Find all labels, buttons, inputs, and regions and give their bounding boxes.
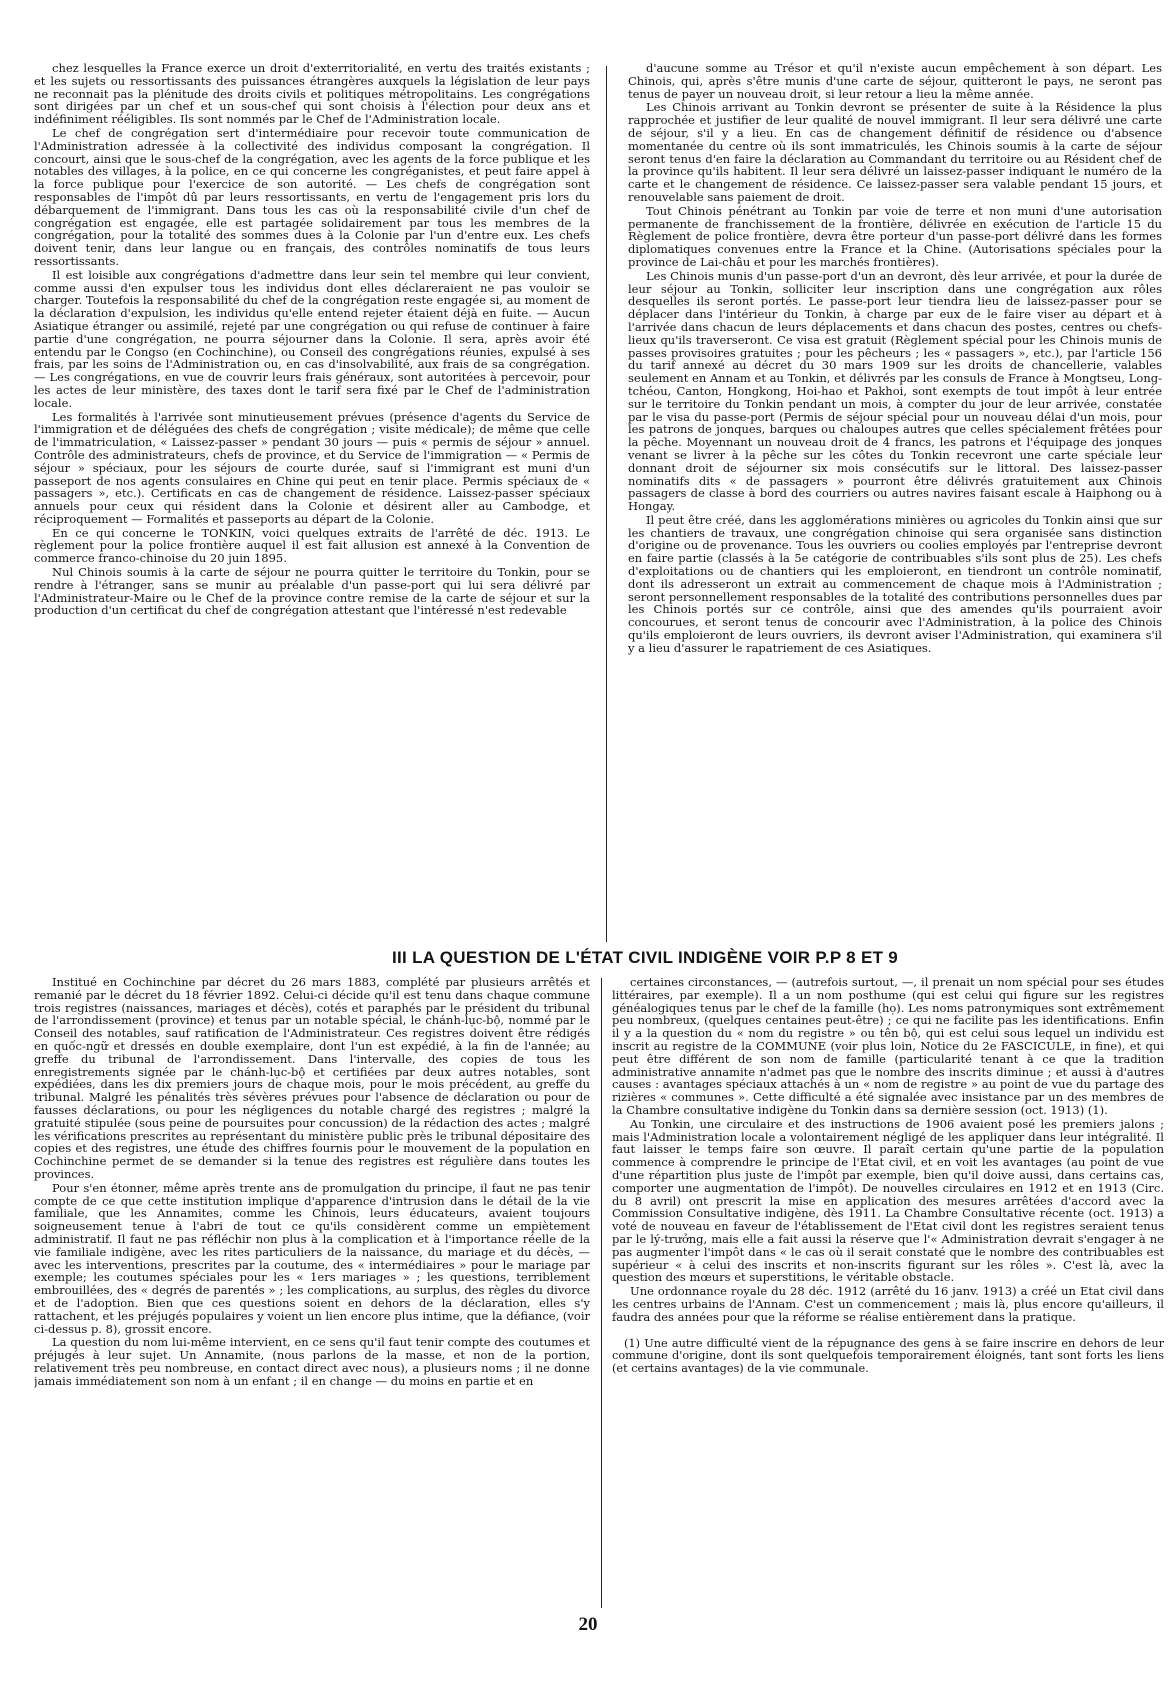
column-divider bbox=[606, 66, 607, 942]
paragraph: Au Tonkin, une circulaire et des instructions de 1906 avaient posé les premiers jalons ; mais l'Administration locale a volontairement négligé de les appliquer dans leur intégralité. Il faut laisser le temps faire son œuvre. Il paraît certain qu'une partie de la population commence à comprendre le principe de l'Etat civil, et en voit les avantages (au point de vue d'une répartition plus juste de l'impôt par exemple, bien qu'il doive aussi, dans certains cas, comporter une augmentation de l'impôt). De nouvelles circulaires en 1912 et en 1913 (Circ. du 8 avril) ont prescrit la mise en application des mesures arrêtées d'accord avec la Commission Consultative indigène, dès 1911. La Chambre Consultative récente (oct. 1913) a voté de nouveau en faveur de l'établissement de l'Etat civil dont les registres seraient tenus par le lý-trưởng, mais elle a fait aussi la réserve que l'« Administration devrait s'engager à ne pas augmenter l'impôt dans « le cas où il serait constaté que le nombre des contribuables est supérieur « à celui des inscrits et non-inscrits figurant sur les rôles ». C'est là, avec la question des mœurs et superstitions, le véritable obstacle. bbox=[612, 1116, 1164, 1285]
section-title: III LA QUESTION DE L'ÉTAT CIVIL INDIGÈNE VOIR P.P 8 ET 9 bbox=[392, 948, 899, 967]
paragraph: Les Chinois arrivant au Tonkin devront se présenter de suite à la Résidence la plus rapprochée et justifier de leur qualité de nouvel immigrant. Il leur sera délivré une carte de séjour, s'il y a lieu. En cas de changement définitif de résidence ou d'absence momentanée du centre où ils sont immatriculés, les Chinois soumis à la carte de séjour seront tenus d'en faire la déclaration au Commandant du territoire ou au Résident chef de la province qu'ils habitent. Il leur sera délivré un laissez-passer indiquant le numéro de la carte et le changement de résidence. Ce laissez-passer sera valable pendant 15 jours, et renouvelable sans paiement de droit. bbox=[628, 100, 1162, 204]
paragraph: Tout Chinois pénétrant au Tonkin par voie de terre et non muni d'une autorisation permanente de franchissement de la frontière, délivrée en exécution de l'article 15 du Règlement de police frontière, devra être porteur d'un passe-port délivré dans les formes diplomatiques convenues entre la France et la Chine. (Autorisations spéciales pour la province de Lai-châu et pour les marchés frontières). bbox=[628, 203, 1162, 269]
paragraph: Il est loisible aux congrégations d'admettre dans leur sein tel membre qui leur convient, comme aussi d'en expulser tous les individus dont elles déclareraient ne pas vouloir se charger. Toutefois la responsabilité du chef de la congrégation reste engagée si, au moment de la déclaration d'expulsion, les individus qu'elle entend rejeter étaient déjà en fuite. — Aucun Asiatique étranger ou assimilé, rejeté par une congrégation ou qui refuse de continuer à faire partie d'une congrégation, ne pourra séjourner dans la Colonie. Il sera, après avoir été entendu par le Congso (en Cochinchine), ou Conseil des congrégations réunies, expulsé à ses frais, par les soins de l'Administration ou, en cas d'insolvabilité, aux frais de sa congrégation. — Les congrégations, en vue de couvrir leurs frais généraux, sont autoritées à percevoir, pour les actes de leur ministère, des taxes dont le tarif sera fixé par le Chef de l'administration locale. bbox=[34, 267, 590, 410]
column-divider bbox=[601, 978, 602, 1608]
top-right-column bbox=[628, 62, 1162, 942]
footnote-text: (1) Une autre difficulté vient de la répugnance des gens à se faire inscrire en dehors de leur commune d'origine, dont ils sont quelquefois temporairement éloignés, tant sont forts les liens (et certains avantages) de la vie communale. bbox=[612, 1336, 1164, 1375]
paragraph: La question du nom lui-même intervient, en ce sens qu'il faut tenir compte des coutumes et préjugés à leur sujet. Un Annamite, (nous parlons de la masse, et non de la portion, relativement très peu nombreuse, en contact direct avec nous), a plusieurs noms ; il ne donne jamais immédiatement son nom à un enfant ; il en change — du moins en partie et en bbox=[34, 1335, 590, 1388]
paragraph: certaines circonstances, — (autrefois surtout, —, il prenait un nom spécial pour ses études littéraires, par exemple). Il a un nom posthume (qui est celui qui figure sur les registres généalogiques tenus par le chef de la famille (họ). Les noms patronymiques sont extrêmement peu nombreux, (quelques centaines peut-être) ; ce qui ne facilite pas les identifications. Enfin il y a la question du « nom du registre » ou tên bộ, qui est celui sous lequel un individu est inscrit au registre de la COMMUNE (voir plus loin, Notice du 2e FASCICULE, in fine), et qui peut être différent de son nom de famille (particularité tenant à ce que la tradition administrative annamite n'admet pas que le nombre des inscrits diminue ; et aussi à d'autres causes : avantages spéciaux attachés à un « nom de registre » au point de vue du partage des rizières « communes ». Cette difficulté a été signalée avec insistance par un des membres de la Chambre consultative indigène du Tonkin dans sa dernière session (oct. 1913) (1). bbox=[612, 976, 1164, 1117]
bottom-right-column bbox=[612, 976, 1164, 1616]
bottom-left-column bbox=[34, 976, 590, 1616]
page-number: 20 bbox=[578, 1614, 598, 1635]
paragraph: Une ordonnance royale du 28 déc. 1912 (arrêté du 16 janv. 1913) a créé un Etat civil dans les centres urbains de l'Annam. C'est un commencement ; mais là, plus encore qu'ailleurs, il faudra des années pour que la réforme se réalise entièrement dans la pratique. bbox=[612, 1284, 1164, 1324]
paragraph: Il peut être créé, dans les agglomérations minières ou agricoles du Tonkin ainsi que sur les chantiers de travaux, une congrégation chinoise qui sera organisée sans distinction d'origine ou de provenance. Tous les ouvriers ou coolies employés par l'entreprise devront en faire partie (classés à la 5e catégorie de contribuables s'ils sont plus de 25). Les chefs d'exploitations ou de chantiers qui les emploieront, en tiendront un contrôle nominatif, dont ils adresseront un extrait au commencement de chaque mois à l'Administration ; seront personnellement responsables de la totalité des contributions personnelles dues par les Chinois portés sur ce contrôle, ainsi que des amendes qu'ils pourraient avoir concourues, et seront tenus de concourir avec l'Administration, à la police des Chinois qu'ils emploieront de leurs ouvriers, ils devront aviser l'Administration, qui examinera s'il y a lieu d'assurer le rapatriement de ces Asiatiques. bbox=[628, 512, 1162, 655]
paragraph: d'aucune somme au Trésor et qu'il n'existe aucun empêchement à son départ. Les Chinois, qui, après s'être munis d'une carte de séjour, quitteront le pays, ne seront pas tenus de payer un nouveau droit, si leur retour a lieu la même année. bbox=[628, 62, 1162, 101]
paragraph: Le chef de congrégation sert d'intermédiaire pour recevoir toute communication de l'Administration adressée à la collectivité des individus composant la congrégation. Il concourt, ainsi que le sous-chef de la congrégation, avec les agents de la force publique et les notables des villages, à la police, en ce qui concerne les congréganistes, et peut faire appel à la force publique pour l'exercice de son autorité. — Les chefs de congrégation sont responsables de l'impôt dû par leurs ressortissants, en vertu de l'engagement pris lors du débarquement de l'immigrant. Dans tous les cas où la responsabilité civile d'un chef de congrégation est engagée, elle est partagée solidairement par tous les membres de la congrégation, pour la totalité des sommes dues à la Colonie par l'un d'entre eux. Les chefs doivent tenir, dans leur langue ou en français, des contrôles nominatifs de tous leurs ressortissants. bbox=[34, 125, 590, 268]
paragraph: Les formalités à l'arrivée sont minutieusement prévues (présence d'agents du Service de l'immigration et de déléguées des chefs de congrégation ; visite médicale); de même que celle de l'immatriculation, « Laissez-passer » pendant 30 jours — puis « permis de séjour » annuel. Contrôle des administrateurs, chefs de province, et du Service de l'immigration — « Permis de séjour » spéciaux, pour les séjours de courte durée, sauf si l'immigrant est muni d'un passeport de nos agents consulaires en Chine qui peut en tenir place. Permis spéciaux de « passagers », etc.). Certificats en cas de changement de résidence. Laissez-passer spéciaux annuels pour ceux qui résident dans la Colonie et désirent aller au Cambodge, et réciproquement — Formalités et passeports au départ de la Colonie. bbox=[34, 409, 590, 526]
paragraph: Les Chinois munis d'un passe-port d'un an devront, dès leur arrivée, et pour la durée de leur séjour au Tonkin, solliciter leur inscription dans une congrégation aux rôles desquelles ils seront portés. Le passe-port leur tiendra lieu de laissez-passer pour se déplacer dans l'intérieur du Tonkin, à charge par eux de le faire viser au départ et à l'arrivée dans chacun de leurs déplacements et dans chacun des postes, centres ou chefs-lieux qu'ils traverseront. Ce visa est gratuit (Règlement spécial pour les Chinois munis de passes provisoires gratuites ; pour les pêcheurs ; les « passagers », etc.), par l'article 156 du tarif annexé au décret du 30 mars 1909 sur les droits de chancellerie, valables seulement en Annam et au Tonkin, et délivrés par les consuls de France à Mongtseu, Long-tchéou, Canton, Hongkong, Hoi-hao et Pakhoi, sont exempts de tout impôt à leur entrée sur le territoire du Tonkin pendant un mois, à compter du jour de leur arrivée, constatée par le visa du passe-port (Permis de séjour spécial pour un nouveau délai d'un mois, pour les patrons de jonques, barques ou chaloupes autres que celles spécialement frêtées pour la pêche. Moyennant un nouveau droit de 4 francs, les patrons et l'équipage des jonques venant se livrer à la pêche sur les côtes du Tonkin recevront une carte spéciale leur donnant droit de séjourner six mois consécutifs sur le littoral. Des laissez-passer nominatifs dits « de passagers » pourront être délivrés gratuitement aux Chinois passagers de classe à bord des courriers ou autres navires faisant escale à Haiphong ou à Hongay. bbox=[628, 268, 1162, 514]
paragraph: chez lesquelles la France exerce un droit d'exterritorialité, en vertu des traités existants ; et les sujets ou ressortissants des puissances étrangères auxquels la législation de leur pays ne reconnait pas la plénitude des droits civils et politiques métropolitains. Les congrégations sont dirigées par un chef et un sous-chef qui sont choisis à l'élection pour deux ans et indéfiniment rééligibles. Ils sont nommés par le Chef de l'Administration locale. bbox=[34, 62, 590, 127]
paragraph: En ce qui concerne le TONKIN, voici quelques extraits de l'arrêté de déc. 1913. Le règlement pour la police frontière auquel il est fait allusion est annexé à la Convention de commerce franco-chinoise du 20 juin 1895. bbox=[34, 525, 590, 566]
paragraph: Institué en Cochinchine par décret du 26 mars 1883, complété par plusieurs arrêtés et remanié par le décret du 18 février 1892. Celui-ci décide qu'il est tenu dans chaque commune trois registres (naissances, mariages et décès), cotés et paraphés par le président du tribunal de l'arrondissement (province) et tenus par un notable spécial, le chánh-lục-bộ, nommé par le Conseil des notables, sauf ratification de l'Administrateur. Ces registres doivent être rédigés en quốc-ngữ et dressés en double exemplaire, dont l'un est expédié, à la fin de l'année; au greffe du tribunal de l'arrondissement. Dans l'intervalle, des copies de tous les enregistrements signée par le chánh-lục-bộ et certifiées par deux autres notables, sont expédiées, dans les dix premiers jours de chaque mois, pour le mois précédent, au greffe du tribunal. Malgré les pénalités très sévères prévues pour l'absence de déclaration ou pour de fausses déclarations, ou pour les négligences du notable chargé des registres ; malgré la gratuité stipulée (sous peine de poursuites pour concussion) de la rédaction des actes ; malgré les vérifications prescrites au représentant du ministère public près le tribunal dépositaire des copies et des registres, une étude des chiffres fournis pour le mouvement de la population en Cochinchine permet de se demander si la tenue des registres est régulière dans toutes les provinces. bbox=[34, 976, 590, 1181]
paragraph: Pour s'en étonner, même après trente ans de promulgation du principe, il faut ne pas tenir compte de ce que cette institution implique d'apparence d'intrusion dans le détail de la vie familiale, que les Annamites, comme les Chinois, leurs éducateurs, avaient toujours soigneusement tenue à l'abri de tout ce qu'ils considèrent comme un empiètement administratif. Il faut ne pas réfléchir non plus à la complication et à l'importance réelle de la vie familiale indigène, avec les rites particuliers de la naissance, du mariage et du décès, — avec les interventions, prescrites par la coutume, des « intermédiaires » pour le mariage par exemple; les coutumes spéciales pour les « 1ers mariages » ; les questions, terriblement embrouillées, des « degrés de parentés » ; les complications, au surplus, des règles du divorce et de l'adoption. Bien que ces questions soient en dehors de la déclaration, elles s'y rattachent, et les préjugés populaires y voient un lien encore plus intime, que la défiance, (voir ci-dessus p. 8), grossit encore. bbox=[34, 1180, 590, 1336]
footnote bbox=[612, 1338, 1164, 1376]
paragraph: Nul Chinois soumis à la carte de séjour ne pourra quitter le territoire du Tonkin, pour se rendre à l'étranger, sans se munir au préalable d'un passe-port qui lui sera délivré par l'Administrateur-Maire ou le Chef de la province contre remise de la carte de séjour et sur la production d'un certificat du chef de congrégation attestant que l'intéressé n'est redevable bbox=[34, 565, 590, 618]
top-left-column bbox=[34, 62, 590, 942]
